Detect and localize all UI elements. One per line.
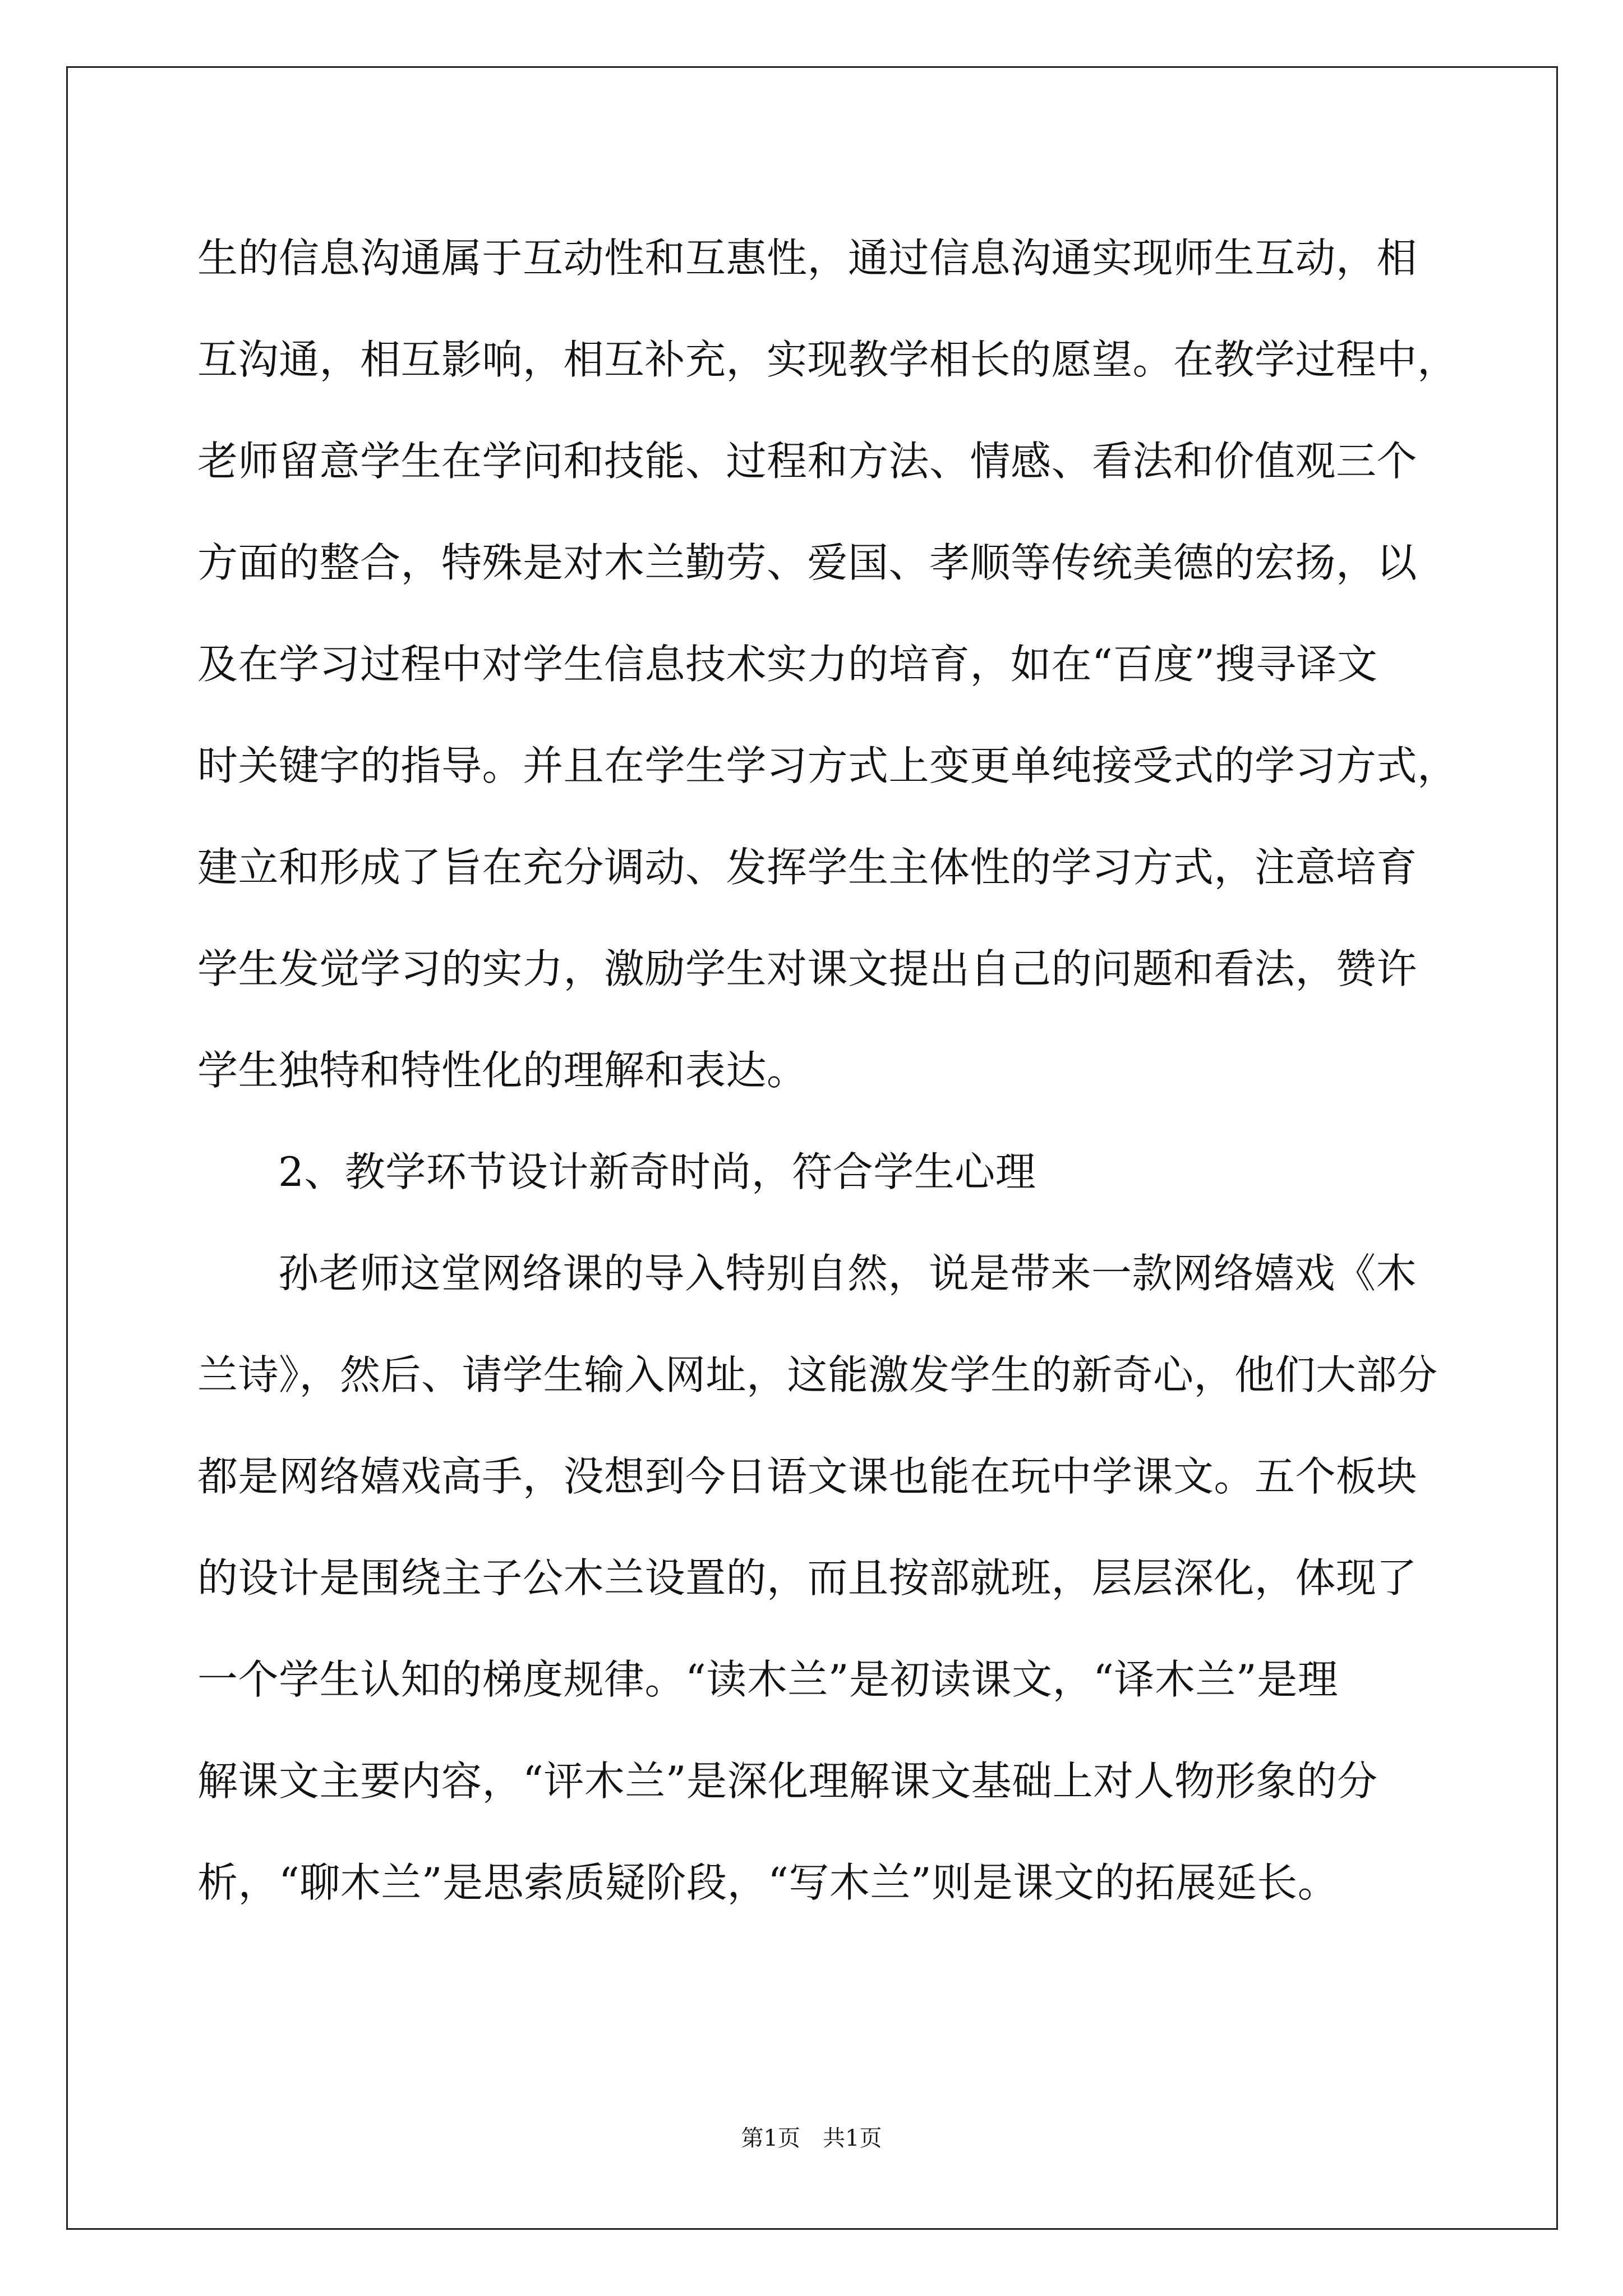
text-line: 时关键字的指导。并且在学生学习方式上变更单纯接受式的学习方式，	[197, 742, 1458, 789]
page-footer: 第1页 共1页	[741, 2125, 882, 2151]
text-line: 兰诗》，然后、请学生输入网址，这能激发学生的新奇心，他们大部分	[197, 1351, 1438, 1398]
text-line: 析，“聊木兰”是思索质疑阶段，“写木兰”则是课文的拓展延长。	[197, 1859, 1339, 1906]
document-body	[197, 208, 1458, 1934]
text-line: 孙老师这堂网络课的导入特别自然，说是带来一款网络嬉戏《木	[278, 1250, 1417, 1297]
text-line: 方面的整合，特殊是对木兰勤劳、爱国、孝顺等传统美德的宏扬，以	[197, 539, 1418, 586]
text-line: 老师留意学生在学问和技能、过程和方法、情感、看法和价值观三个	[197, 438, 1418, 485]
text-line: 都是网络嬉戏高手，没想到今日语文课也能在玩中学课文。五个板块	[197, 1453, 1418, 1500]
text-line: 学生发觉学习的实力，激励学生对课文提出自己的问题和看法，赞许	[197, 945, 1418, 992]
text-line: 及在学习过程中对学生信息技术实力的培育，如在“百度”搜寻译文	[197, 641, 1378, 688]
text-line: 的设计是围绕主子公木兰设置的，而且按部就班，层层深化，体现了	[197, 1554, 1418, 1602]
text-line: 解课文主要内容，“评木兰”是深化理解课文基础上对人物形象的分	[197, 1757, 1378, 1805]
text-line: 建立和形成了旨在充分调动、发挥学生主体性的学习方式，注意培育	[197, 844, 1418, 891]
text-line: 一个学生认知的梯度规律。“读木兰”是初读课文，“译木兰”是理	[197, 1656, 1339, 1703]
section-heading: 2、教学环节设计新奇时尚，符合学生心理	[278, 1148, 1036, 1195]
text-line: 生的信息沟通属于互动性和互惠性，通过信息沟通实现师生互动，相	[197, 234, 1418, 282]
text-line: 学生独特和特性化的理解和表达。	[197, 1047, 808, 1094]
text-line: 互沟通，相互影响，相互补充，实现教学相长的愿望。在教学过程中，	[197, 336, 1458, 383]
